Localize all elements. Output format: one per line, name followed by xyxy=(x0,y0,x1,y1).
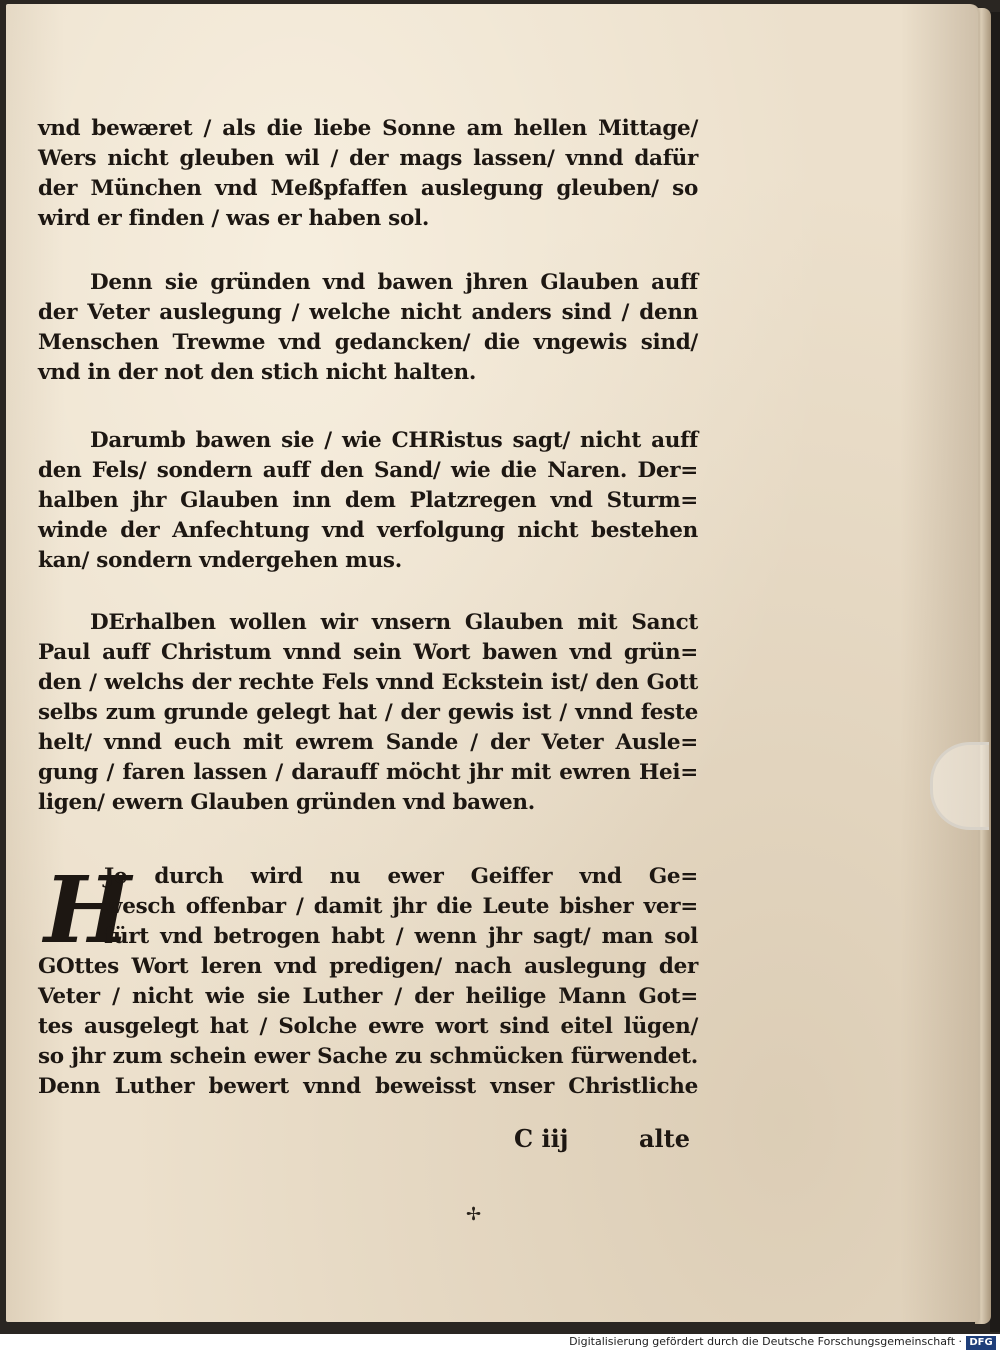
text-line: ligen/ ewern Glauben gründen vnd bawen. xyxy=(38,790,535,815)
text-line: vnd in der not den stich nicht halten. xyxy=(38,360,477,385)
text-line: der Veter auslegung / welche nicht anders sind / denn xyxy=(38,300,698,325)
paragraph-2 xyxy=(38,268,698,388)
paragraph-3 xyxy=(38,426,698,576)
scan-edge-shadow xyxy=(990,12,1000,1332)
funding-credit: Digitalisierung gefördert durch die Deutsche Forschungsgemeinschaft · xyxy=(569,1335,962,1348)
text-line: Wers nicht gleuben wil / der mags lassen/ vnnd dafür xyxy=(38,146,698,171)
text-line: Darumb bawen sie / wie CHRistus sagt/ nicht auff xyxy=(90,428,698,453)
text-line: den Fels/ sondern auff den Sand/ wie die Naren. Der= xyxy=(38,458,698,483)
text-line: Denn Luther bewert vnnd beweisst vnser Christliche xyxy=(38,1074,698,1099)
ink-speck-icon: ✢ xyxy=(466,1204,482,1225)
text-line: Je durch wird nu ewer Geiffer vnd Ge= xyxy=(104,864,698,889)
paragraph-1 xyxy=(38,114,698,234)
text-line: Paul auff Christum vnnd sein Wort bawen vnd grün= xyxy=(38,640,698,665)
text-line: GOttes Wort leren vnd predigen/ nach auslegung der xyxy=(38,954,698,979)
paragraph-5 xyxy=(38,856,698,1102)
text-line: den / welchs der rechte Fels vnnd Eckstein ist/ den Gott xyxy=(38,670,698,695)
catchword: alte xyxy=(638,1124,690,1153)
text-line: Veter / nicht wie sie Luther / der heilige Mann Got= xyxy=(38,984,698,1009)
text-line: vnd bewæret / als die liebe Sonne am hellen Mittage/ xyxy=(38,116,698,141)
text-line: Menschen Trewme vnd gedancken/ die vngewis sind/ xyxy=(38,330,698,355)
text-line: winde der Anfechtung vnd verfolgung nicht bestehen xyxy=(38,518,698,543)
text-line: kan/ sondern vndergehen mus. xyxy=(38,548,402,573)
dfg-logo[interactable]: DFG xyxy=(966,1336,996,1350)
signature-mark: C iij xyxy=(514,1124,569,1153)
decorated-initial: H xyxy=(44,856,131,964)
paragraph-4 xyxy=(38,608,698,818)
text-line: Denn sie gründen vnd bawen jhren Glauben auff xyxy=(90,270,698,295)
text-line: tes ausgelegt hat / Solche ewre wort sind eitel lügen/ xyxy=(38,1014,698,1039)
text-line: wird er finden / was er haben sol. xyxy=(38,206,430,231)
text-line: so jhr zum schein ewer Sache zu schmücken fürwendet. xyxy=(38,1044,698,1069)
text-line: selbs zum grunde gelegt hat / der gewis ist / vnnd feste xyxy=(38,700,698,725)
text-line: helt/ vnnd euch mit ewrem Sande / der Veter Ausle= xyxy=(38,730,698,755)
text-line: fürt vnd betrogen habt / wenn jhr sagt/ man sol xyxy=(104,924,698,949)
text-line: wesch offenbar / damit jhr die Leute bisher ver= xyxy=(104,894,698,919)
text-line: DErhalben wollen wir vnsern Glauben mit Sanct xyxy=(90,610,698,635)
text-line: halben jhr Glauben inn dem Platzregen vnd Sturm= xyxy=(38,488,698,513)
text-line: gung / faren lassen / darauff möcht jhr mit ewren Hei= xyxy=(38,760,698,785)
text-line: der München vnd Meßpfaffen auslegung gleuben/ so xyxy=(38,176,698,201)
